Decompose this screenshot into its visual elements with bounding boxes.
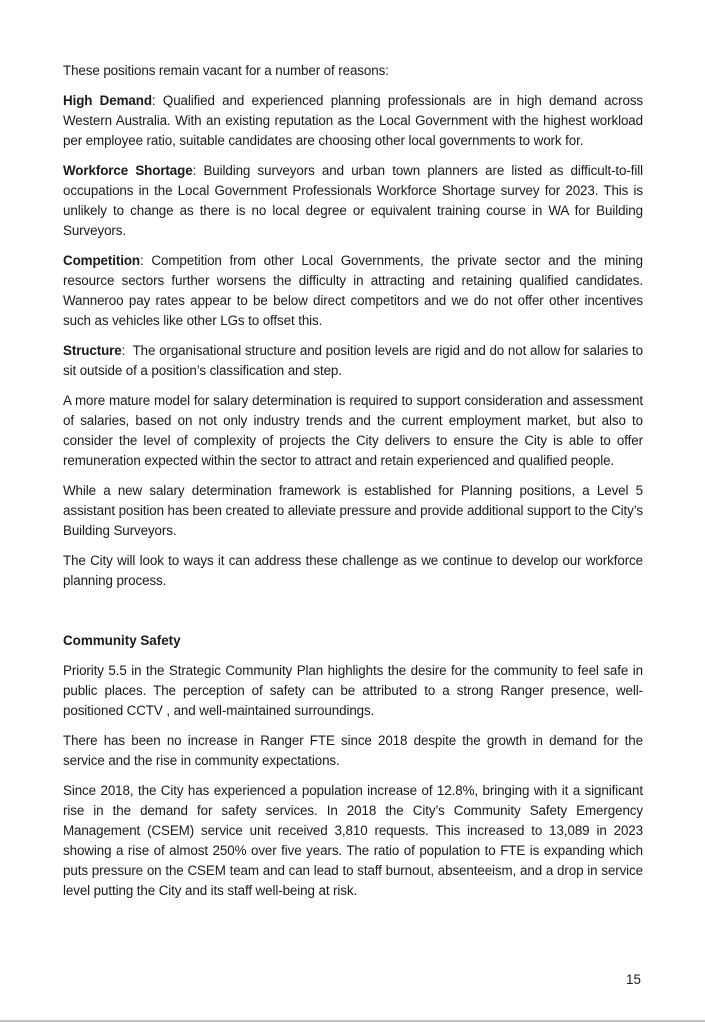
reason-label: Structure: [63, 343, 122, 358]
reason-label: Competition: [63, 253, 141, 268]
priority-paragraph: Priority 5.5 in the Strategic Community Plan highlights the desire for the community to feel safe in public places. The perception of safety can be attributed to a strong Ranger presence, well-positioned CCTV , and well-maintained surroundings.: [63, 663, 643, 718]
reason-text: The organisational structure and position levels are rigid and do not allow for salaries to sit outside of a position’s classification and step.: [63, 343, 643, 378]
reason-text: Building surveyors and urban town planners are listed as difficult-to-fill occupations in the Local Government Professionals Workforce Shortage survey for 2023. This is unlikely to change as there is no local degree or equivalent training course in WA for Building Surveyors.: [63, 163, 643, 238]
reason-separator: :: [192, 163, 204, 178]
reason-structure: [63, 341, 643, 381]
reason-competition: [63, 251, 643, 331]
section-heading-community-safety: Community Safety: [63, 633, 181, 648]
assistant-position-paragraph: While a new salary determination framework is established for Planning positions, a Level 5 assistant position has been created to alleviate pressure and provide additional support to the City’s Building Surveyors.: [63, 483, 643, 538]
page-content: [63, 61, 643, 911]
ranger-fte-paragraph: There has been no increase in Ranger FTE since 2018 despite the growth in demand for the service and the rise in community expectations.: [63, 733, 643, 768]
reason-text: Qualified and experienced planning professionals are in high demand across Western Australia. With an existing reputation as the Local Government with the highest workload per employee ratio, suitable candidates are choosing other local governments to work for.: [63, 93, 644, 148]
salary-model-paragraph: A more mature model for salary determination is required to support consideration and assessment of salaries, based on not only industry trends and the current employment market, but also to consider the level of complexity of projects the City delivers to ensure the City is able to offer remuneration expected within the sector to attract and retain experienced and qualified people.: [63, 393, 643, 468]
reason-separator: :: [140, 253, 152, 268]
reason-separator: :: [151, 93, 163, 108]
reason-label: Workforce Shortage: [63, 163, 193, 178]
reason-separator: :: [121, 343, 133, 358]
population-growth-paragraph: Since 2018, the City has experienced a population increase of 12.8%, bringing with it a significant rise in the demand for safety services. In 2018 the City’s Community Safety Emergency Management (CSEM) service unit received 3,810 requests. This increased to 13,089 in 2023 showing a rise of almost 250% over five years. The ratio of population to FTE is expanding which puts pressure on the CSEM team and can lead to staff burnout, absenteeism, and a drop in service level putting the City and its staff well-being at risk.: [63, 783, 643, 898]
page-number: 15: [626, 972, 641, 987]
reason-high-demand: [63, 91, 643, 151]
reason-label: High Demand: [63, 93, 152, 108]
workforce-planning-paragraph: The City will look to ways it can address these challenge as we continue to develop our workforce planning process.: [63, 553, 643, 588]
intro-paragraph: These positions remain vacant for a number of reasons:: [63, 63, 389, 78]
reason-workforce-shortage: [63, 161, 643, 241]
reason-text: Competition from other Local Governments, the private sector and the mining resource sectors further worsens the difficulty in attracting and retaining qualified candidates. Wanneroo pay rates appear to be below direct competitors and we do not offer other incentives such as vehicles like other LGs to offset this.: [63, 253, 643, 328]
